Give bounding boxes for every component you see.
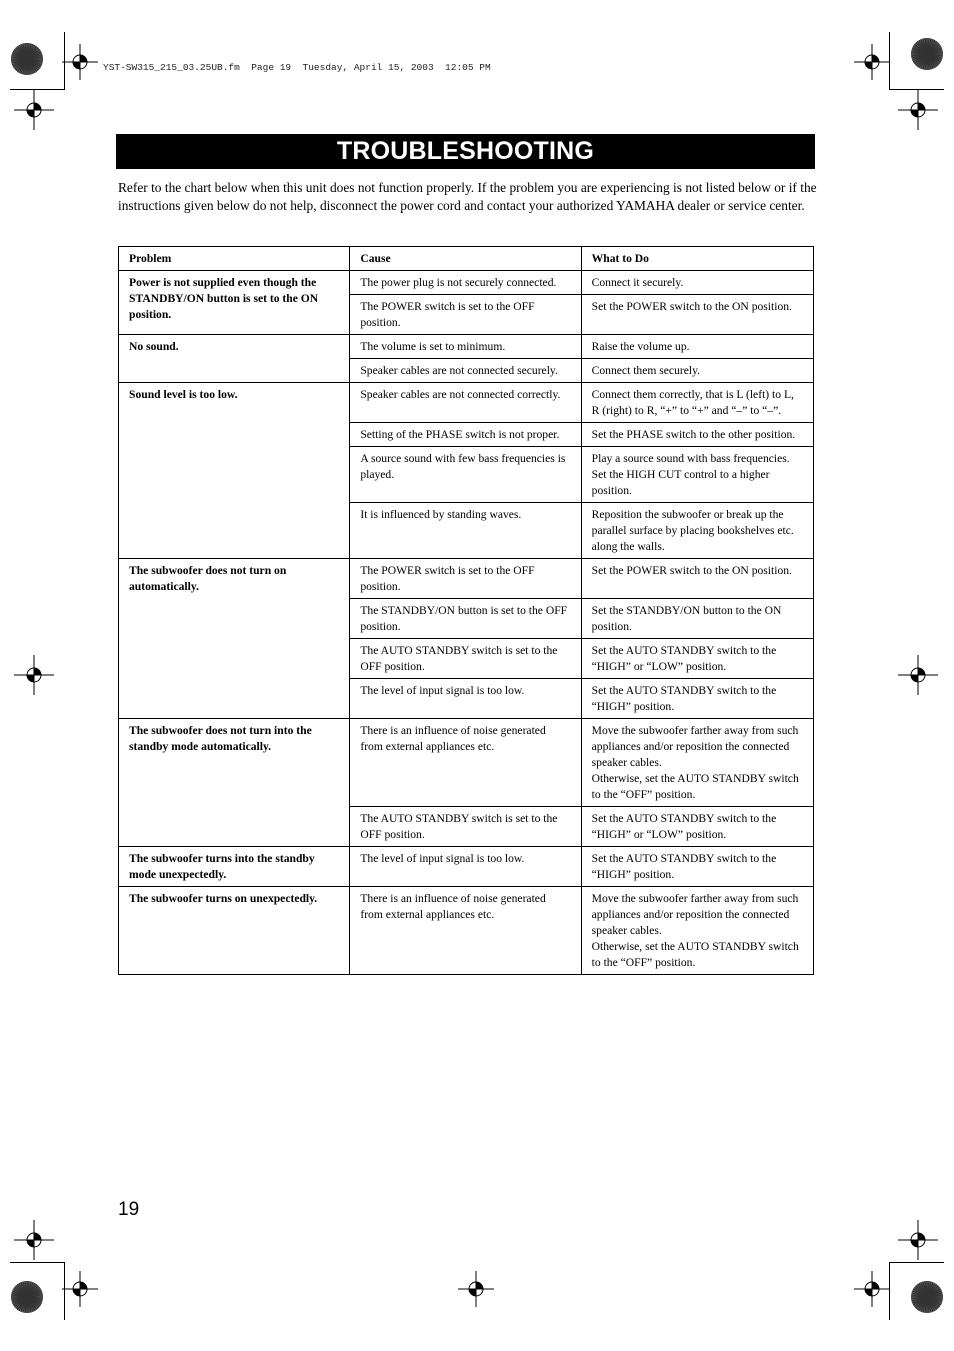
page-number: 19 — [118, 1199, 140, 1220]
cause-cell: Setting of the PHASE switch is not proper. — [350, 423, 581, 447]
crosshair-mark — [898, 90, 938, 130]
action-cell: Set the PHASE switch to the other position. — [581, 423, 813, 447]
crosshair-mark — [62, 1271, 98, 1307]
problem-cell: The subwoofer does not turn into the standby mode automatically. — [119, 719, 350, 847]
table-body — [119, 271, 814, 975]
table-row — [119, 847, 814, 887]
cause-cell: A source sound with few bass frequencies is played. — [350, 447, 581, 503]
cause-cell: Speaker cables are not connected securely. — [350, 359, 581, 383]
crosshair-mark — [62, 44, 98, 80]
starburst-mark-bottom-left — [10, 1280, 44, 1319]
problem-cell: Power is not supplied even though the STANDBY/ON button is set to the ON position. — [119, 271, 350, 335]
problem-cell: The subwoofer does not turn on automatically. — [119, 559, 350, 719]
cause-cell: The level of input signal is too low. — [350, 679, 581, 719]
starburst-mark-top-right — [910, 37, 944, 76]
action-cell: Set the AUTO STANDBY switch to the “HIGH” or “LOW” position. — [581, 807, 813, 847]
header-problem: Problem — [119, 247, 350, 271]
intro-paragraph: Refer to the chart below when this unit does not function properly. If the problem you are experiencing is not listed below or if the instructions given below do not help, disconnect the power cord and contact your authorized YAMAHA dealer or service center. — [118, 180, 817, 213]
table-row — [119, 559, 814, 599]
crosshair-mark — [898, 1220, 938, 1260]
crosshair-mark — [14, 90, 54, 130]
problem-cell: No sound. — [119, 335, 350, 383]
action-cell: Connect it securely. — [581, 271, 813, 295]
page-title: TROUBLESHOOTING — [116, 134, 815, 169]
problem-cell: The subwoofer turns on unexpectedly. — [119, 887, 350, 975]
cause-cell: The volume is set to minimum. — [350, 335, 581, 359]
cause-cell: It is influenced by standing waves. — [350, 503, 581, 559]
file-header-line: YST-SW315_215_03.25UB.fm Page 19 Tuesday, April 15, 2003 12:05 PM — [103, 62, 491, 73]
action-cell: Set the AUTO STANDBY switch to the “HIGH” position. — [581, 679, 813, 719]
problem-cell: The subwoofer turns into the standby mode unexpectedly. — [119, 847, 350, 887]
cause-cell: The level of input signal is too low. — [350, 847, 581, 887]
table-row — [119, 887, 814, 975]
header-what-to-do: What to Do — [581, 247, 813, 271]
cause-cell: The POWER switch is set to the OFF position. — [350, 559, 581, 599]
action-cell: Connect them securely. — [581, 359, 813, 383]
starburst-mark-top-left — [10, 42, 44, 81]
action-cell: Play a source sound with bass frequencies. Set the HIGH CUT control to a higher position. — [581, 447, 813, 503]
action-cell: Set the AUTO STANDBY switch to the “HIGH” position. — [581, 847, 813, 887]
action-cell: Set the POWER switch to the ON position. — [581, 559, 813, 599]
header-cause: Cause — [350, 247, 581, 271]
action-cell: Reposition the subwoofer or break up the parallel surface by placing bookshelves etc. along the walls. — [581, 503, 813, 559]
table-row — [119, 719, 814, 807]
crop-line — [889, 1262, 944, 1263]
action-cell: Move the subwoofer farther away from such appliances and/or reposition the connected speaker cables. Otherwise, set the AUTO STANDBY switch to the “OFF” position. — [581, 719, 813, 807]
crosshair-mark — [458, 1271, 494, 1307]
action-cell: Set the AUTO STANDBY switch to the “HIGH” or “LOW” position. — [581, 639, 813, 679]
cause-cell: There is an influence of noise generated from external appliances etc. — [350, 887, 581, 975]
action-cell: Connect them correctly, that is L (left) to L, R (right) to R, “+” to “+” and “–” to “–”. — [581, 383, 813, 423]
crosshair-mark — [14, 655, 54, 695]
problem-cell: Sound level is too low. — [119, 383, 350, 559]
crosshair-mark — [854, 44, 890, 80]
cause-cell: The power plug is not securely connected. — [350, 271, 581, 295]
action-cell: Move the subwoofer farther away from such appliances and/or reposition the connected speaker cables. Otherwise, set the AUTO STANDBY switch to the “OFF” position. — [581, 887, 813, 975]
action-cell: Set the STANDBY/ON button to the ON position. — [581, 599, 813, 639]
cause-cell: The STANDBY/ON button is set to the OFF position. — [350, 599, 581, 639]
cause-cell: There is an influence of noise generated from external appliances etc. — [350, 719, 581, 807]
table-row — [119, 383, 814, 423]
action-cell: Set the POWER switch to the ON position. — [581, 295, 813, 335]
table-row — [119, 271, 814, 295]
starburst-mark-bottom-right — [910, 1280, 944, 1319]
table-row — [119, 335, 814, 359]
troubleshooting-table — [118, 246, 814, 975]
cause-cell: The AUTO STANDBY switch is set to the OFF position. — [350, 807, 581, 847]
cause-cell: The POWER switch is set to the OFF position. — [350, 295, 581, 335]
action-cell: Raise the volume up. — [581, 335, 813, 359]
table-header-row — [119, 247, 814, 271]
crosshair-mark — [854, 1271, 890, 1307]
crop-line — [10, 1262, 65, 1263]
crosshair-mark — [898, 655, 938, 695]
cause-cell: The AUTO STANDBY switch is set to the OFF position. — [350, 639, 581, 679]
cause-cell: Speaker cables are not connected correctly. — [350, 383, 581, 423]
crosshair-mark — [14, 1220, 54, 1260]
